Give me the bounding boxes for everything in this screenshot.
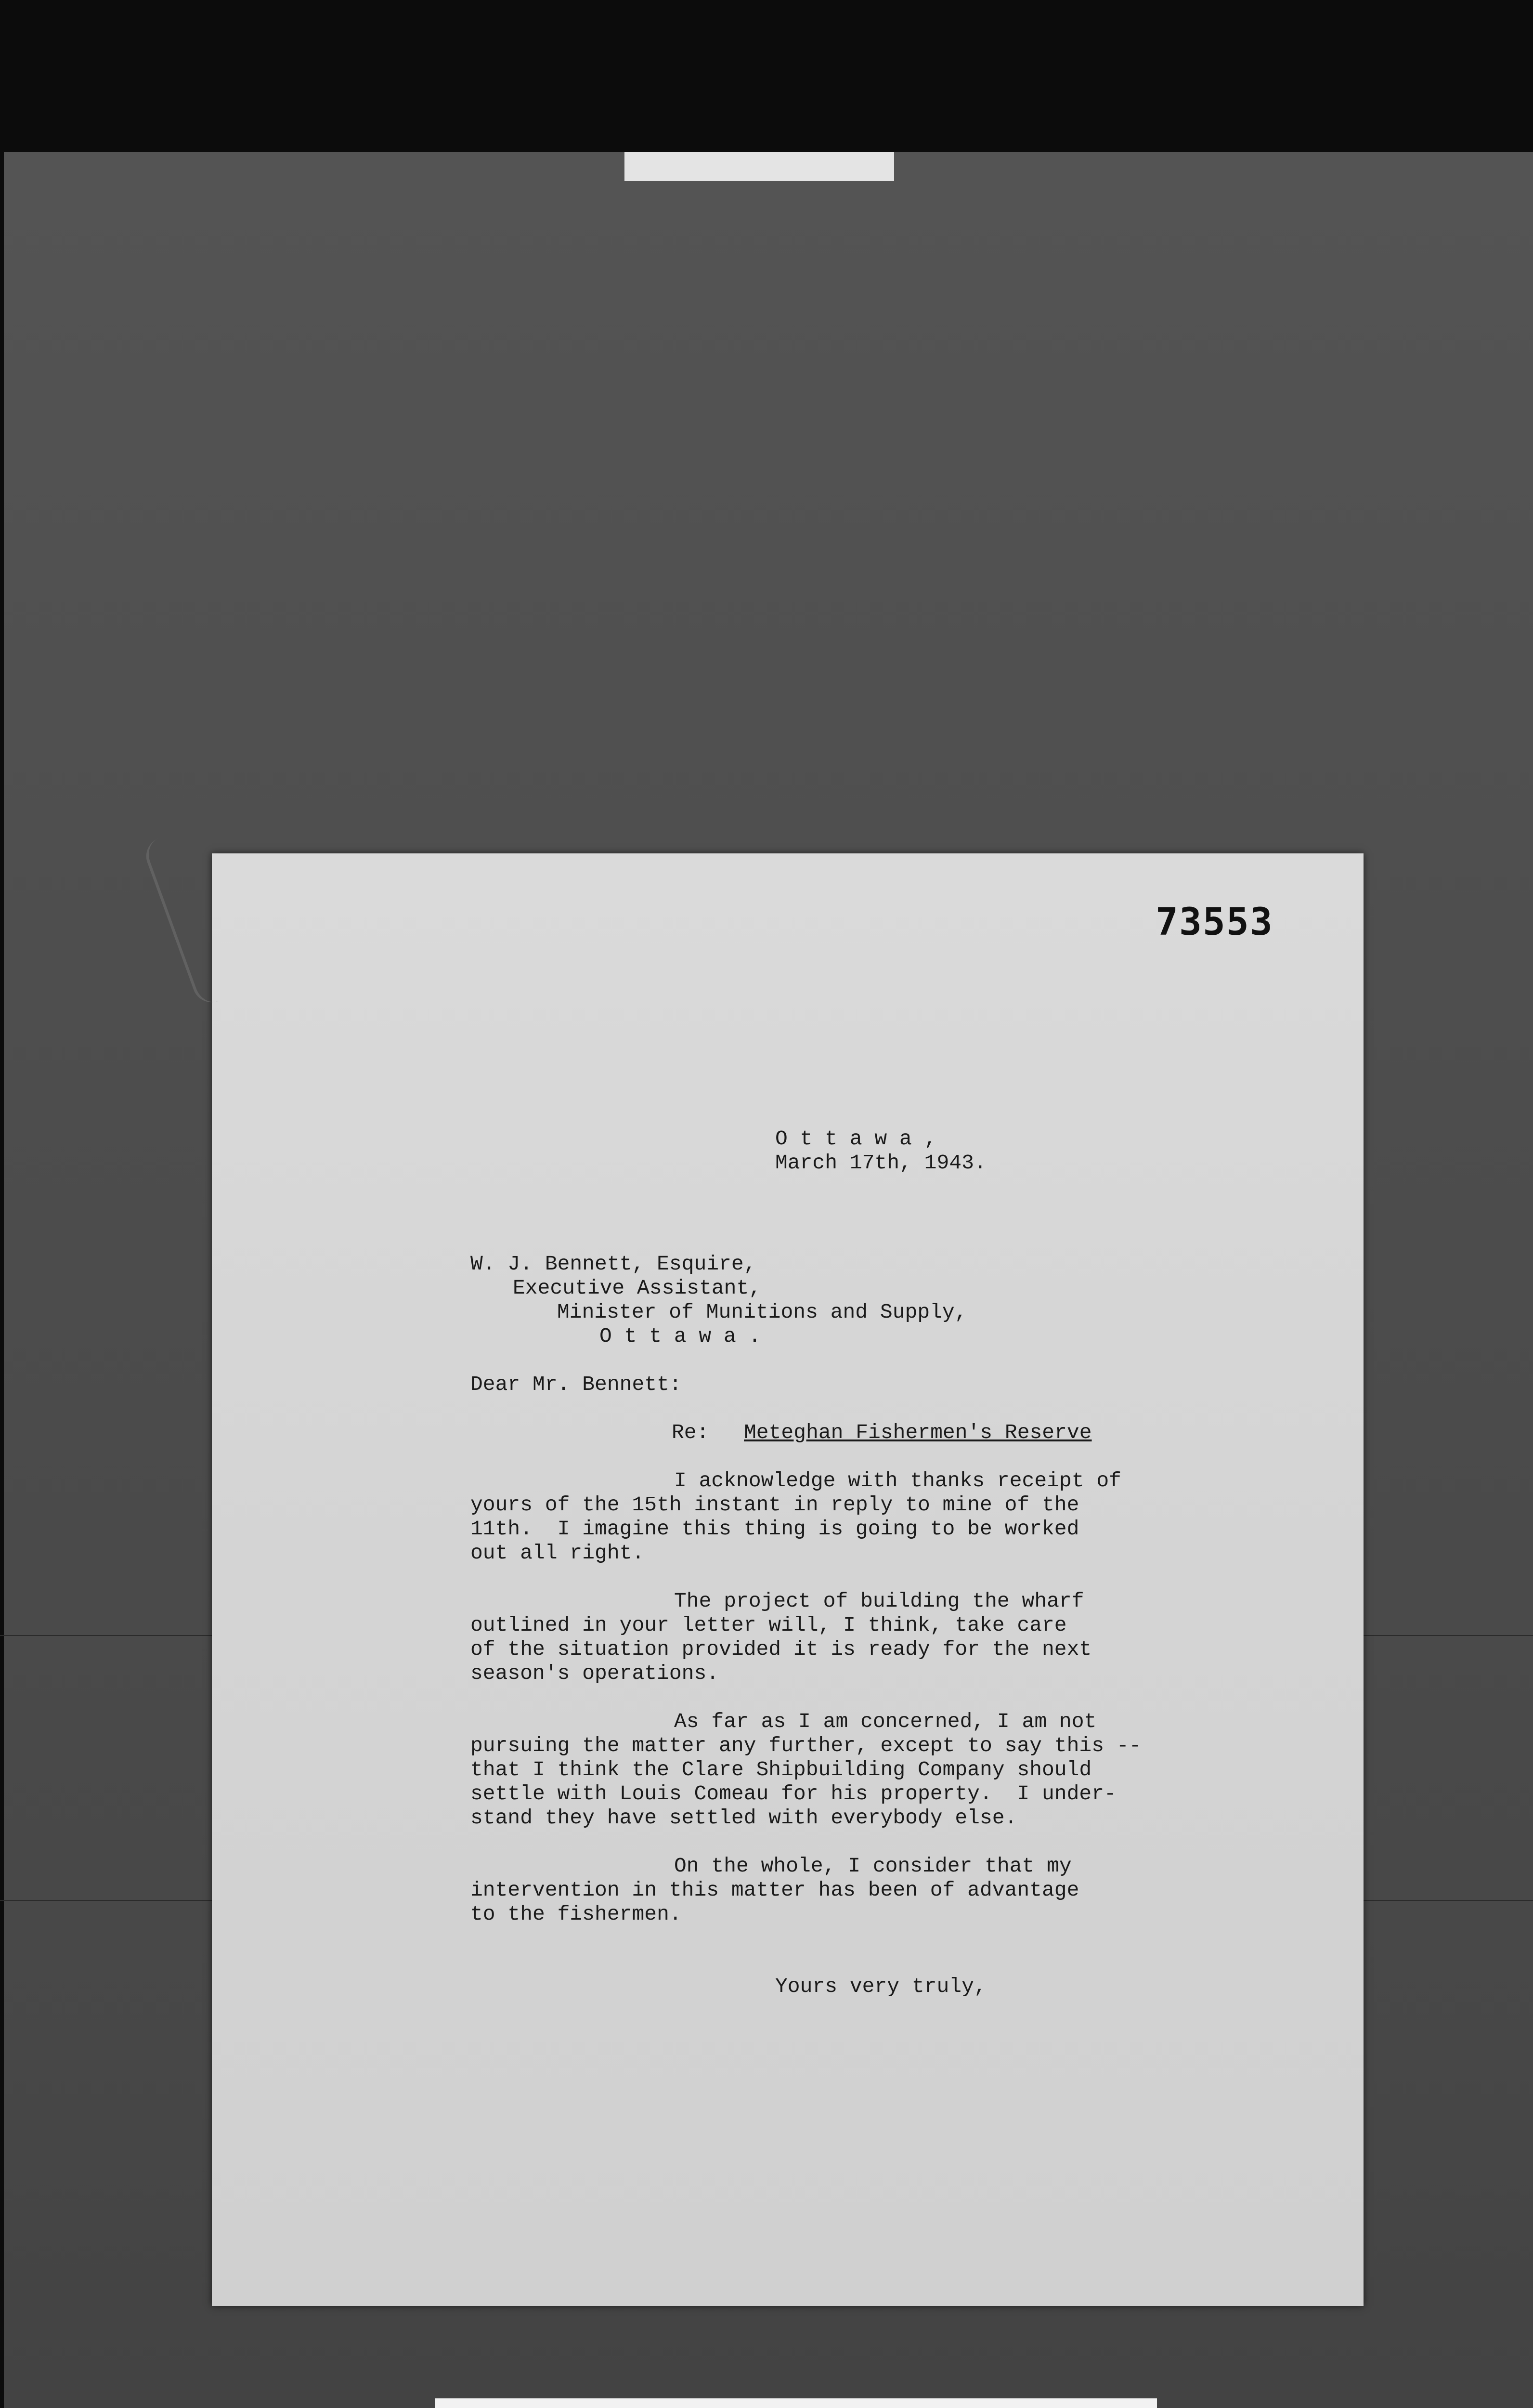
recipient-name: W. J. Bennett, Esquire, (470, 1252, 756, 1276)
volume-label (435, 2398, 1157, 2408)
document-number-stamp: 73553 (1156, 901, 1273, 944)
paragraph-2: The project of building the wharf outlined in your letter will, I think, take care of the situation provided it is ready for the next season's operations. (470, 1589, 1092, 1685)
letter-place: O t t a w a , (775, 1127, 937, 1151)
re-subject: Meteghan Fishermen's Reserve (744, 1421, 1092, 1444)
recipient-title: Executive Assistant, (513, 1276, 762, 1300)
closing: Yours very truly, (775, 1975, 987, 1998)
letter-sheet (212, 853, 1364, 2306)
paragraph-3: As far as I am concerned, I am not pursuing the matter any further, except to say this -- that I think the Clare Shipbuilding Company should settle with Louis Comeau for his property. I under- stand they have settled with everybody else. (470, 1710, 1142, 1830)
recipient-city: O t t a w a . (599, 1324, 761, 1348)
top-tab (624, 152, 894, 181)
re-label: Re: (672, 1421, 709, 1444)
letter-date: March 17th, 1943. (775, 1151, 987, 1175)
paragraph-4: On the whole, I consider that my intervention in this matter has been of advantage to the fishermen. (470, 1854, 1079, 1926)
salutation: Dear Mr. Bennett: (470, 1373, 682, 1396)
paragraph-1: I acknowledge with thanks receipt of yours of the 15th instant in reply to mine of the 11th. I imagine this thing is going to be worked out all right. (470, 1469, 1121, 1565)
recipient-office: Minister of Munitions and Supply, (557, 1300, 967, 1324)
